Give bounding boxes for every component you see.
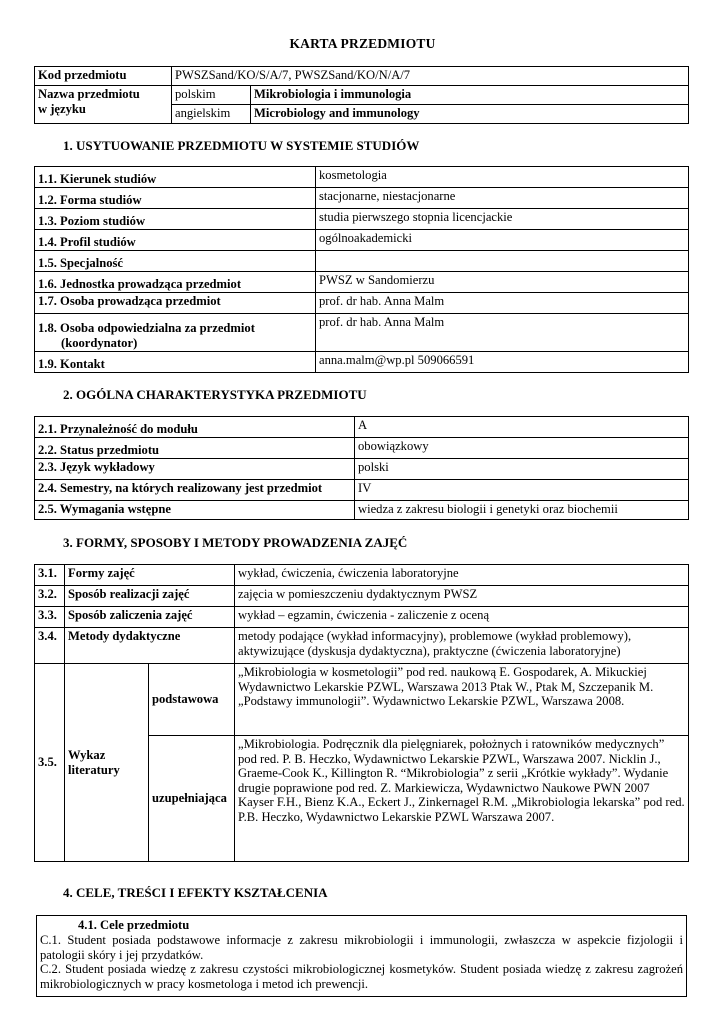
row-label: 2.4. Semestry, na których realizowany jest przedmiot: [35, 480, 355, 501]
row-label: 2.3. Język wykładowy: [35, 459, 355, 480]
row-value: wykład, ćwiczenia, ćwiczenia laboratoryjne: [235, 565, 689, 586]
row-value: polski: [355, 459, 689, 480]
row-label: Sposób zaliczenia zajęć: [65, 607, 235, 628]
row-label: 1.1. Kierunek studiów: [35, 167, 316, 188]
section-4-heading: 4. CELE, TREŚCI I EFEKTY KSZTAŁCENIA: [63, 885, 328, 900]
code-label: Kod przedmiotu: [35, 67, 172, 86]
row-label: Sposób realizacji zajęć: [65, 586, 235, 607]
row-number: 3.3.: [35, 607, 65, 628]
row-label: Formy zajęć: [65, 565, 235, 586]
name-label-line2: w języku: [38, 101, 86, 116]
row-label: 1.6. Jednostka prowadząca przedmiot: [35, 272, 316, 293]
row-label: 1.5. Specjalność: [35, 251, 316, 272]
row-number: 3.1.: [35, 565, 65, 586]
literature-supplementary-label: uzupełniająca: [149, 736, 235, 862]
row-label-line1: 1.8. Osoba odpowiedzialna za przedmiot: [38, 321, 255, 335]
row-number: 3.2.: [35, 586, 65, 607]
literature-label-line1: Wykaz: [68, 748, 106, 762]
row-value: kosmetologia: [316, 167, 689, 188]
row-value: obowiązkowy: [355, 438, 689, 459]
literature-label-line2: literatury: [68, 762, 120, 777]
row-label: 1.9. Kontakt: [35, 352, 316, 373]
code-value: PWSZSand/KO/S/A/7, PWSZSand/KO/N/A/7: [172, 67, 689, 86]
row-label: 2.2. Status przedmiotu: [35, 438, 355, 459]
row-label-line2: (koordynator): [61, 335, 138, 350]
row-value: PWSZ w Sandomierzu: [316, 272, 689, 293]
row-value: prof. dr hab. Anna Malm: [316, 314, 689, 352]
objectives-heading: 4.1. Cele przedmiotu: [78, 918, 190, 932]
row-value: metody podające (wykład informacyjny), problemowe (wykład problemowy), aktywizujące (dyskusja dydaktyczna), praktyczne (ćwiczenia laboratoryjne): [235, 628, 689, 664]
row-value: wykład – egzamin, ćwiczenia - zaliczenie z oceną: [235, 607, 689, 628]
section-3-table: [34, 564, 689, 862]
row-value: zajęcia w pomieszczeniu dydaktycznym PWSZ: [235, 586, 689, 607]
name-label: [35, 86, 172, 124]
row-value: anna.malm@wp.pl 509066591: [316, 352, 689, 373]
row-number: 3.4.: [35, 628, 65, 664]
objective-c1: C.1. Student posiada podstawowe informacje z zakresu mikrobiologii i immunologii, zwłaszcza w aspekcie fizjologii i patologii skóry i jej przydatków.: [40, 932, 683, 962]
literature-basic-text: „Mikrobiologia w kosmetologii” pod red. naukową E. Gospodarek, A. Mikuckiej Wydawnictwo Lekarskie PZWL, Warszawa 2013 Ptak W., Ptak M, Szczepanik M. „Podstawy immunologii”. Wydawnictwo Lekarskie PZWL, Warszawa 2008.: [235, 664, 689, 736]
literature-label: [65, 664, 149, 862]
row-label: 1.7. Osoba prowadząca przedmiot: [35, 293, 316, 314]
literature-number: 3.5.: [35, 664, 65, 862]
row-value: studia pierwszego stopnia licencjackie: [316, 209, 689, 230]
row-value: A: [355, 417, 689, 438]
row-label: 1.4. Profil studiów: [35, 230, 316, 251]
name-pl-value: Mikrobiologia i immunologia: [251, 86, 689, 105]
section-2-table: [34, 416, 689, 520]
section-3-heading: 3. FORMY, SPOSOBY I METODY PROWADZENIA ZAJĘĆ: [63, 535, 408, 550]
section-1-table: [34, 166, 689, 373]
row-label: 1.3. Poziom studiów: [35, 209, 316, 230]
row-label: Metody dydaktyczne: [65, 628, 235, 664]
subject-header-table: [34, 66, 689, 124]
literature-supplementary-text: „Mikrobiologia. Podręcznik dla pielęgniarek, położnych i ratowników medycznych” pod red. P. B. Heczko, Wydawnictwo Lekarskie PZWL, Warszawa 2007. Nicklin J., Graeme-Cook K., Killington R. “Mikrobiologia” z serii „Krótkie wykłady”. Wydanie drugie poprawione pod red. Z. Markiewicza, Wydawnictwo Naukowe PWN 2007 Kayser F.H., Bienz K.A., Eckert J., Zinkernagel R.M. „Mikrobiologia lekarska” pod red. P.B. Heczko, Wydawnictwo Lekarskie PZWL Warszawa 2007.: [235, 736, 689, 862]
row-value: [316, 251, 689, 272]
document-title: KARTA PRZEDMIOTU: [289, 36, 436, 51]
name-label-line1: Nazwa przedmiotu: [38, 87, 140, 101]
section-1-heading: 1. USYTUOWANIE PRZEDMIOTU W SYSTEMIE STUDIÓW: [63, 138, 420, 153]
row-value: prof. dr hab. Anna Malm: [316, 293, 689, 314]
literature-basic-label: podstawowa: [149, 664, 235, 736]
row-value: IV: [355, 480, 689, 501]
section-2-heading: 2. OGÓLNA CHARAKTERYSTYKA PRZEDMIOTU: [63, 387, 367, 402]
lang-en-label: angielskim: [172, 105, 251, 124]
row-label: [35, 314, 316, 352]
row-label: 2.1. Przynależność do modułu: [35, 417, 355, 438]
lang-pl-label: polskim: [172, 86, 251, 105]
objectives-box: [36, 915, 687, 997]
row-label: 1.2. Forma studiów: [35, 188, 316, 209]
objective-c2: C.2. Student posiada wiedzę z zakresu czystości mikrobiologicznej kosmetyków. Student posiada wiedzę z zakresu zagrożeń mikrobiologicznych w pracy kosmetologa i metod ich prewencji.: [40, 962, 683, 992]
row-label: 2.5. Wymagania wstępne: [35, 501, 355, 520]
row-value: stacjonarne, niestacjonarne: [316, 188, 689, 209]
row-value: ogólnoakademicki: [316, 230, 689, 251]
row-value: wiedza z zakresu biologii i genetyki oraz biochemii: [355, 501, 689, 520]
name-en-value: Microbiology and immunology: [251, 105, 689, 124]
